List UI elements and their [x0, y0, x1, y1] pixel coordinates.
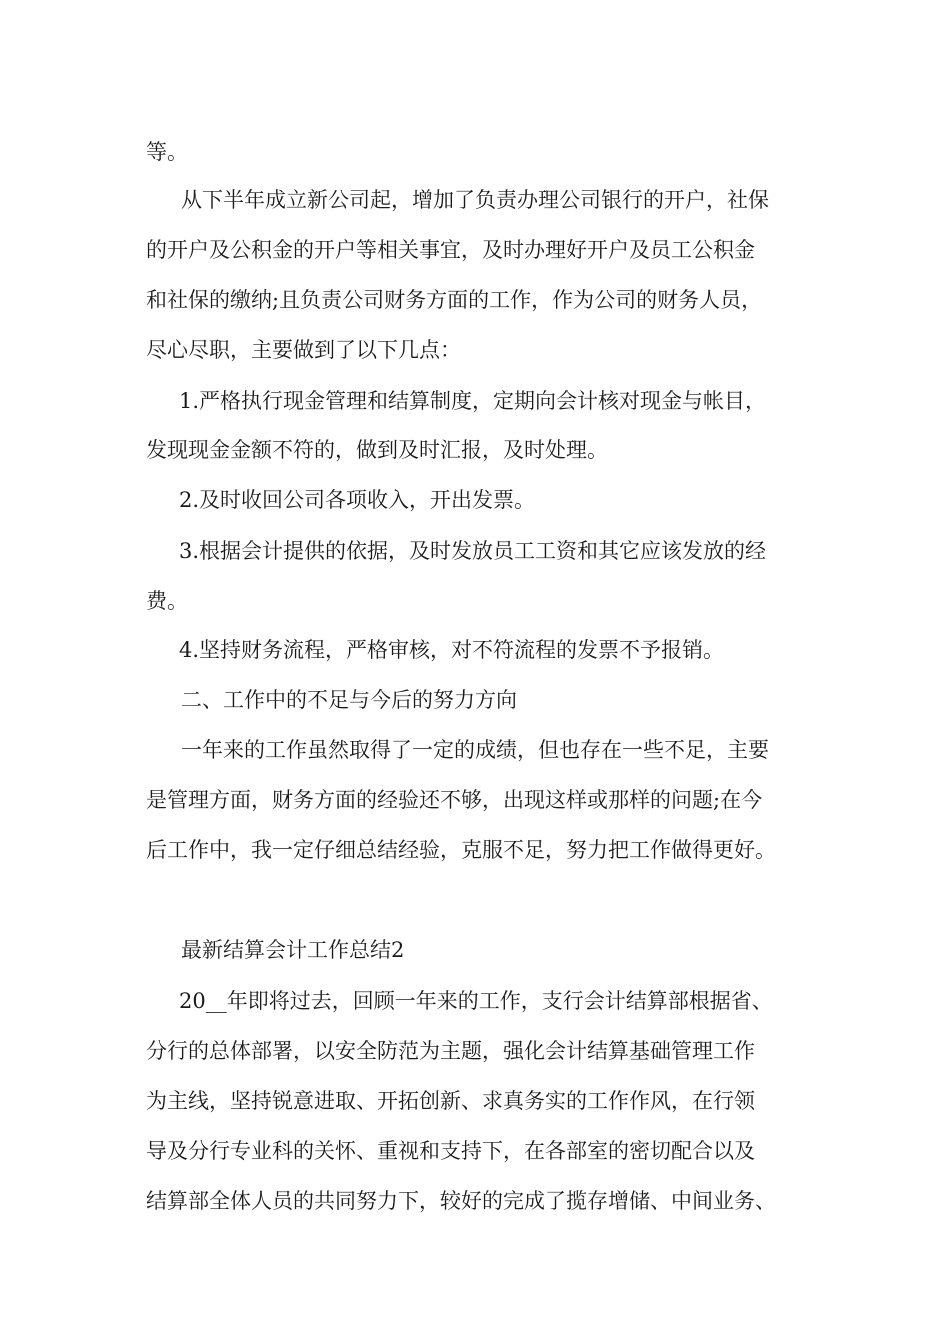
text-line: 结算部全体人员的共同努力下，较好的完成了揽存增储、中间业务、	[146, 1189, 776, 1213]
text-line: 一年来的工作虽然取得了一定的成绩，但也存在一些不足，主要	[181, 738, 769, 762]
text-line: 的开户及公积金的开户等相关事宜，及时办理好开户及员工公积金	[146, 238, 755, 262]
article-title: 最新结算会计工作总结2	[181, 938, 405, 962]
text-line: 尽心尽职，主要做到了以下几点：	[146, 338, 461, 362]
text-line: 导及分行专业科的关怀、重视和支持下，在各部室的密切配合以及	[146, 1139, 755, 1163]
text-line: 2.及时收回公司各项收入，开出发票。	[179, 488, 536, 512]
text-line: 发现现金金额不符的，做到及时汇报，及时处理。	[146, 438, 608, 462]
section-heading: 二、工作中的不足与今后的努力方向	[181, 688, 517, 712]
text-line: 费。	[146, 589, 188, 613]
text-line: 从下半年成立新公司起，增加了负责办理公司银行的开户，社保	[181, 188, 769, 212]
text-line: 是管理方面，财务方面的经验还不够，出现这样或那样的问题;在今	[146, 788, 763, 812]
text-line: 20__年即将过去，回顾一年来的工作，支行会计结算部根据省、	[179, 989, 773, 1013]
text-line: 等。	[146, 140, 188, 164]
text-line: 后工作中，我一定仔细总结经验，克服不足，努力把工作做得更好。	[146, 838, 776, 862]
text-line: 1.严格执行现金管理和结算制度，定期向会计核对现金与帐目，	[179, 389, 767, 413]
text-line: 分行的总体部署，以安全防范为主题，强化会计结算基础管理工作	[146, 1039, 755, 1063]
text-line: 为主线，坚持锐意进取、开拓创新、求真务实的工作作风，在行领	[146, 1089, 755, 1113]
text-line: 4.坚持财务流程，严格审核，对不符流程的发票不予报销。	[179, 638, 725, 662]
text-line: 3.根据会计提供的依据，及时发放员工工资和其它应该发放的经	[179, 539, 767, 563]
text-line: 和社保的缴纳;且负责公司财务方面的工作，作为公司的财务人员，	[146, 288, 763, 312]
